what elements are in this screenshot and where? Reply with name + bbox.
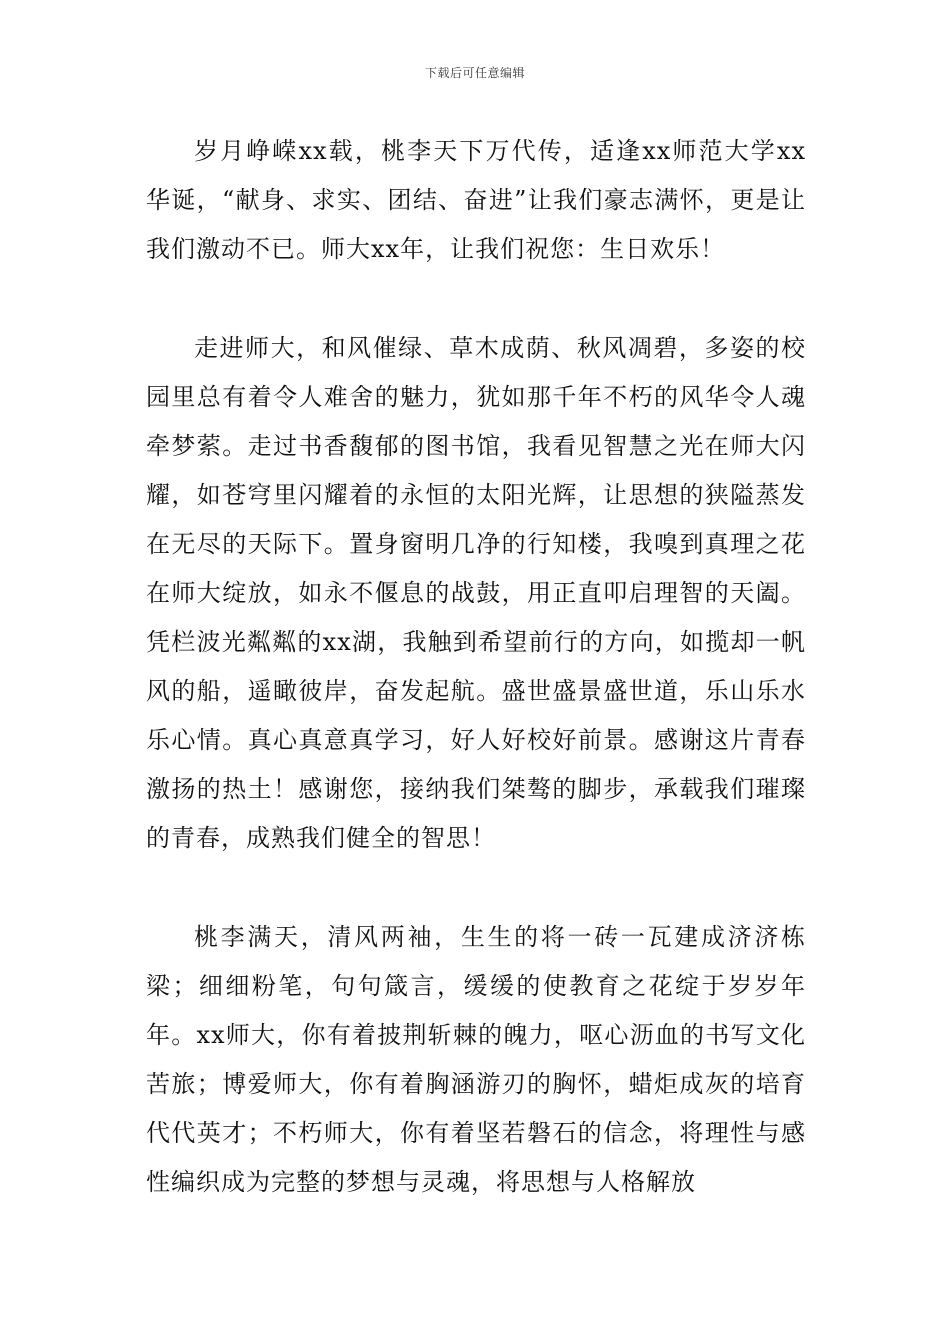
paragraph-anniversary-greeting: 岁月峥嵘xx载，桃李天下万代传，适逢xx师范大学xx华诞，“献身、求实、团结、奋进”让我们豪志满怀，更是让我们激动不已。师大xx年，让我们祝您：生日欢乐！ <box>146 137 806 263</box>
paragraph-campus-description: 走进师大，和风催绿、草木成荫、秋风凋碧，多姿的校园里总有着令人难舍的魅力，犹如那千年不朽的风华令人魂牵梦萦。走过书香馥郁的图书馆，我看见智慧之光在师大闪耀，如苍穹里闪耀着的永恒的太阳光辉，让思想的狭隘蒸发在无尽的天际下。置身窗明几净的行知楼，我嗅到真理之花在师大绽放，如永不偃息的战鼓，用正直叩启理智的天阖。凭栏波光粼粼的xx湖，我触到希望前行的方向，如揽却一帆风的船，遥瞰彼岸，奋发起航。盛世盛景盛世道，乐山乐水乐心情。真心真意真学习，好人好校好前景。感谢这片青春激扬的热土！感谢您，接纳我们桀骜的脚步，承载我们璀璨的青春，成熟我们健全的智思！ <box>146 334 806 852</box>
paragraph-teachers-tribute: 桃李满天，清风两袖，生生的将一砖一瓦建成济济栋梁；细细粉笔，句句箴言，缓缓的使教育之花绽于岁岁年年。xx师大，你有着披荆斩棘的魄力，呕心沥血的书写文化苦旅；博爱师大，你有着胸涵游刃的胸怀，蜡炬成灰的培育代代英才；不朽师大，你有着坚若磐石的信念，将理性与感性编织成为完整的梦想与灵魂，将思想与人格解放 <box>146 923 806 1196</box>
page-header-note: 下载后可任意编辑 <box>424 66 525 80</box>
document-body <box>146 127 806 1257</box>
